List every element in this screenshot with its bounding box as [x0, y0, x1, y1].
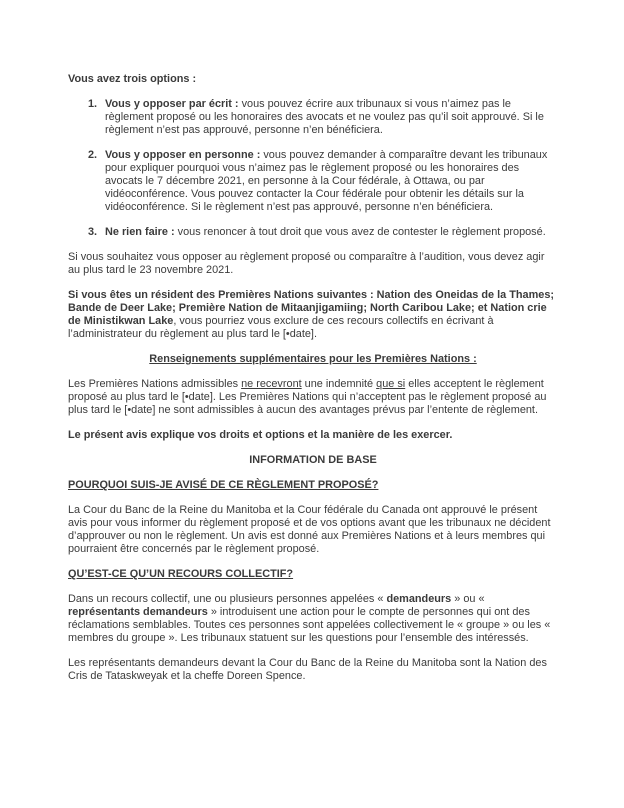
option-label-bold: Vous y opposer par écrit :	[105, 98, 239, 110]
option-number: 3.	[88, 226, 98, 238]
text-run: » introduisent une action pour le compte de personnes qui ont des réclamations semblables. Toutes ces personnes sont appelées collectivement le « groupe » ou les « membres du groupe ». Les tribunaux statuent sur les questions pour l’ensemble des intéressés.	[68, 606, 551, 644]
first-nations-info-heading	[68, 353, 558, 366]
heading-text: POURQUOI SUIS-JE AVISÉ DE CE RÈGLEMENT PROPOSÉ?	[68, 479, 379, 491]
text-run: vous pouvez demander à comparaître devant les tribunaux pour expliquer pourquoi vous n’aimez pas le règlement proposé ou les honoraires des avocats le 7 décembre 2021, en personne à la Cour fédérale, à Ottawa, ou par vidéoconférence. Vous pouvez contacter la Cour fédérale pour obtenir les détails sur la vidéoconférence. Si le règlement n’est pas approuvé, personne n’en bénéficiera.	[105, 149, 548, 213]
option-item-3	[88, 226, 558, 239]
underline-run: ne recevront	[241, 378, 302, 390]
exclusion-paragraph	[68, 289, 558, 341]
option-number: 1.	[88, 98, 98, 110]
text-run: » ou «	[451, 593, 485, 605]
option-label-bold: Ne rien faire :	[105, 226, 175, 238]
options-list	[68, 98, 558, 239]
text-run: vous pouvez écrire aux tribunaux si vous n’aimez pas le règlement proposé ou les honoraires des avocats et ne voulez pas qu’il soit approuvé. Si le règlement n’est pas approuvé, personne n’en bénéficiera.	[105, 98, 544, 136]
act-by-paragraph: Si vous souhaitez vous opposer au règlement proposé ou comparaître à l’audition, vous devez agir au plus tard le 23 novembre 2021.	[68, 251, 545, 276]
what-is-class-action-heading	[68, 568, 558, 581]
text-run: , vous pourriez vous exclure de ces recours collectifs en écrivant à l’administrateur du règlement au plus tard le [•date].	[68, 315, 494, 340]
text-run: elles acceptent le règlement proposé au plus tard le [•date]. Les Premières Nations qui n’acceptent pas le règlement proposé au plus tard le [•date] ne sont admissibles à aucun des avantages prévus par l’entente de règlement.	[68, 378, 547, 416]
text-run: Les Premières Nations admissibles	[68, 378, 242, 390]
heading-text: QU’EST-CE QU’UN RECOURS COLLECTIF?	[68, 568, 294, 580]
text-run: vous renoncer à tout droit que vous avez de contester le règlement proposé.	[174, 226, 546, 238]
bold-run: demandeurs	[386, 593, 452, 605]
text-run: Dans un recours collectif, une ou plusieurs personnes appelées «	[68, 593, 387, 605]
text-run: une indemnité	[301, 378, 377, 390]
intro-paragraph: Vous avez trois options :	[68, 73, 197, 85]
option-text	[105, 98, 558, 137]
option-item-2	[88, 149, 558, 214]
option-label-bold: Vous y opposer en personne :	[105, 149, 261, 161]
option-text	[105, 149, 558, 214]
heading-text: Renseignements supplémentaires pour les Premières Nations :	[149, 353, 477, 365]
bold-run: représentants demandeurs	[68, 606, 208, 618]
option-number: 2.	[88, 149, 98, 161]
option-text	[105, 226, 558, 239]
representative-plaintiffs-paragraph: Les représentants demandeurs devant la Cour du Banc de la Reine du Manitoba sont la Nation des Cris de Tataskweyak et la cheffe Doreen Spence.	[68, 657, 547, 682]
fn-eligibility-paragraph	[68, 378, 558, 417]
why-notified-paragraph: La Cour du Banc de la Reine du Manitoba et la Cour fédérale du Canada ont approuvé le présent avis pour vous informer du règlement proposé et de vos options avant que les tribunaux ne décident d’approuver ou non le règlement. Un avis est donné aux Premières Nations et à leurs membres qui pourraient être concernés par le règlement proposé.	[68, 504, 551, 555]
what-is-class-action-paragraph	[68, 593, 558, 645]
info-base-heading: INFORMATION DE BASE	[249, 454, 377, 466]
exclusion-bold-run: Si vous êtes un résident des Premières Nations suivantes : Nation des Oneidas de la Thames; Bande de Deer Lake; Première Nation de Mitaanjigamiing; North Caribou Lake; et Nation crie de Ministikwan Lake	[68, 289, 555, 327]
why-notified-heading	[68, 479, 558, 492]
rights-paragraph: Le présent avis explique vos droits et options et la manière de les exercer.	[68, 429, 453, 441]
underline-run: que si	[376, 378, 406, 390]
option-item-1	[88, 98, 558, 137]
